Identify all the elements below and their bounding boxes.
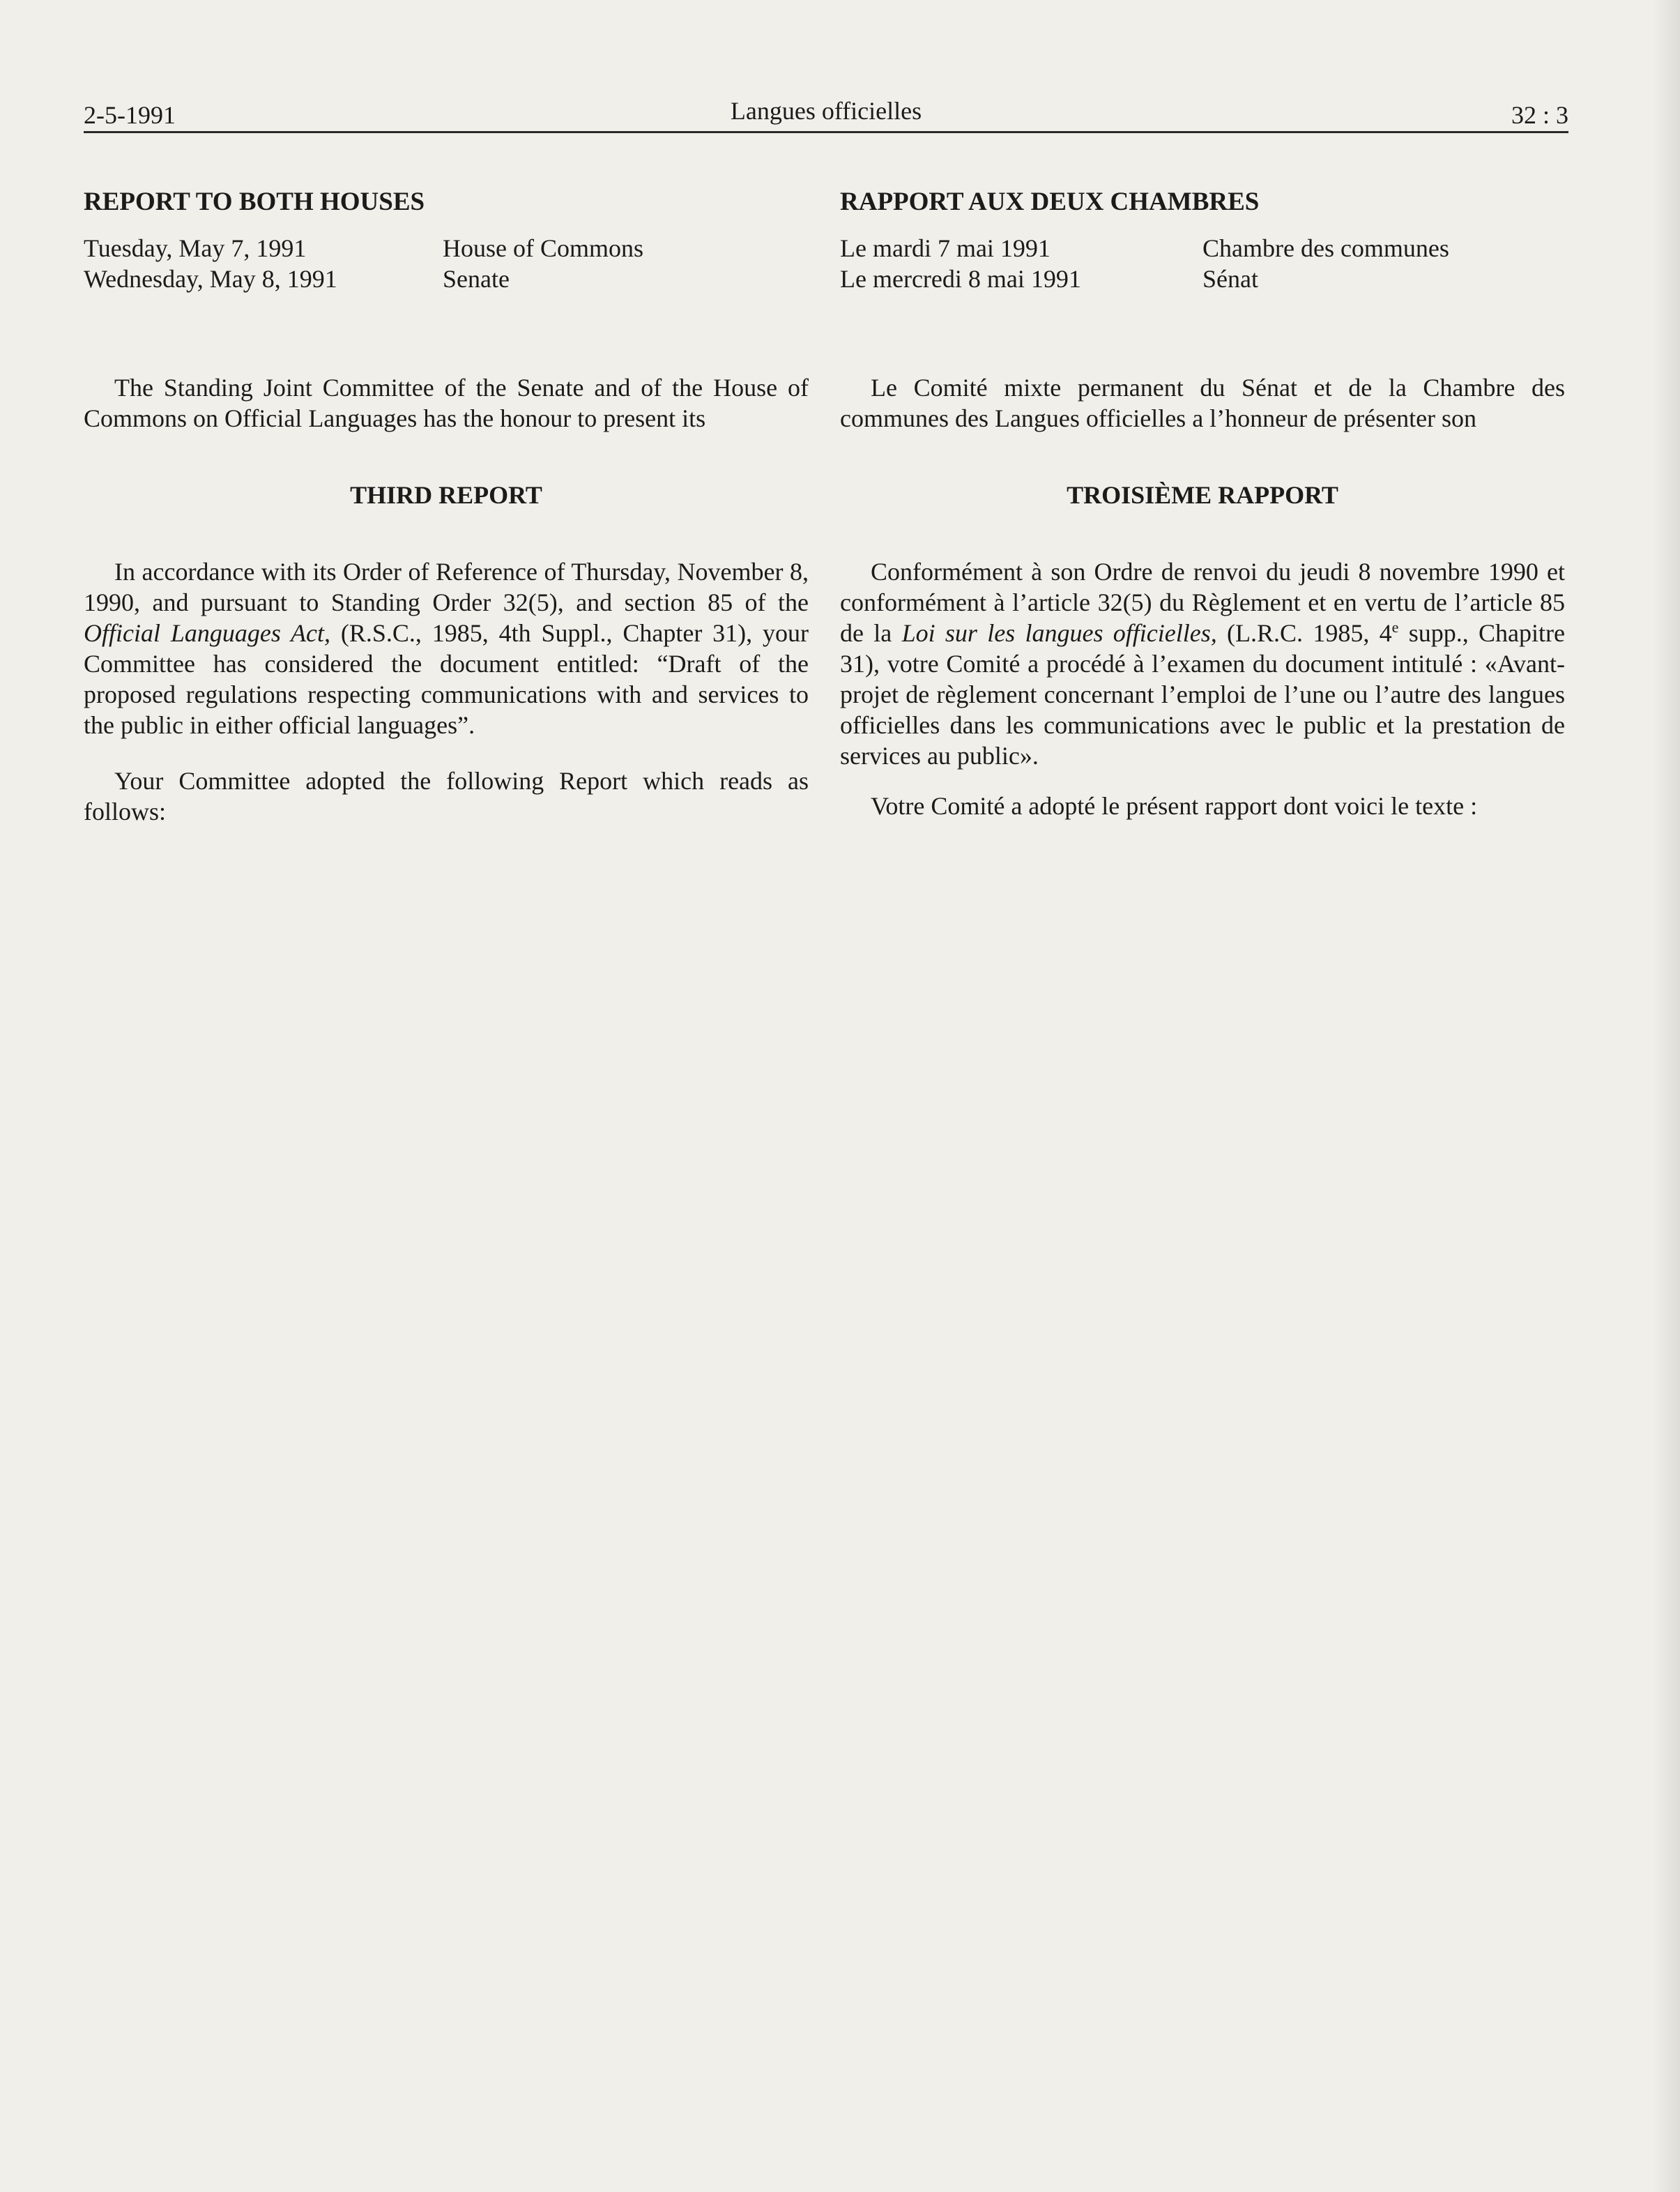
intro-paragraph: The Standing Joint Committee of the Senate and of the House of Commons on Official Languages has the honour to present its [84, 374, 809, 432]
body-text-start: Conformément à son Ordre de renvoi du jeudi 8 novembre 1990 et conformément à l’article 32(5) du Règlement et en vertu de l’article 85 de la [840, 558, 1565, 647]
report-title: REPORT TO BOTH HOUSES [84, 188, 425, 216]
house-line: Senate [443, 265, 510, 293]
date-line: Wednesday, May 8, 1991 [84, 265, 337, 293]
body-text-end: (R.S.C., 1985, 4th Suppl., Chapter 31), your Committee has considered the document entitled: “Draft of the proposed regulations respecting communications with and services to the public in either official languages”. [84, 619, 809, 739]
header-date: 2-5-1991 [84, 101, 176, 129]
act-title: Loi sur les langues officielles, [901, 619, 1217, 647]
house-line: Sénat [1202, 265, 1258, 293]
english-column [84, 187, 809, 827]
body-paragraph [84, 556, 809, 740]
page-header [84, 96, 1568, 133]
section-heading: TROISIÈME RAPPORT [1067, 481, 1338, 509]
house-line: Chambre des communes [1202, 234, 1449, 262]
page-edge-shadow [1652, 0, 1680, 2192]
closing-paragraph: Your Committee adopted the following Report which reads as follows: [84, 767, 809, 825]
body-text-start: In accordance with its Order of Reference of Thursday, November 8, 1990, and pursuant to Standing Order 32(5), and section 85 of the [84, 558, 809, 616]
house-line: House of Commons [443, 234, 643, 262]
body-text-mid: (L.R.C. 1985, 4 [1216, 619, 1392, 647]
closing-paragraph: Votre Comité a adopté le présent rapport dont voici le texte : [871, 792, 1478, 820]
report-title: RAPPORT AUX DEUX CHAMBRES [840, 188, 1260, 216]
date-line: Le mardi 7 mai 1991 [840, 234, 1051, 262]
body-paragraph [840, 556, 1565, 771]
date-line: Le mercredi 8 mai 1991 [840, 265, 1081, 293]
report-dates [840, 233, 1565, 294]
french-column [840, 187, 1565, 821]
date-line: Tuesday, May 7, 1991 [84, 234, 307, 262]
header-page-number: 32 : 3 [1511, 101, 1568, 129]
section-heading: THIRD REPORT [350, 481, 542, 509]
intro-paragraph: Le Comité mixte permanent du Sénat et de la Chambre des communes des Langues officielles a l’honneur de présenter son [840, 374, 1565, 432]
header-title: Langues officielles [730, 97, 922, 125]
act-title: Official Languages Act, [84, 619, 331, 647]
superscript-ordinal: e [1391, 618, 1399, 636]
body-text-end: supp., Chapitre 31), votre Comité a procédé à l’examen du document intitulé : «Avant-projet de règlement concernant l’emploi de l’une ou l’autre des langues officielles dans les communications avec le public et la prestation de services au public». [840, 619, 1565, 770]
report-dates [84, 233, 809, 294]
